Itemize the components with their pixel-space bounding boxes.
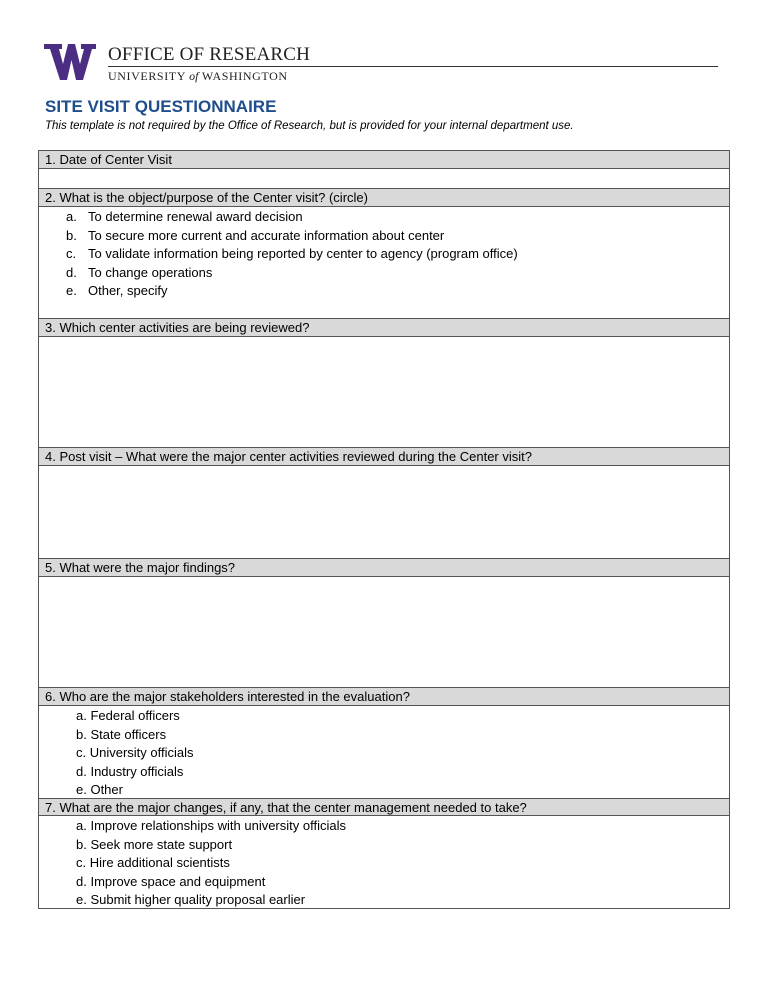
question-2-label: 2. What is the object/purpose of the Center visit? (circle) bbox=[39, 189, 729, 207]
question-6-options bbox=[39, 706, 729, 798]
question-4-answer-field[interactable] bbox=[39, 466, 729, 559]
org-subtitle-part2: WASHINGTON bbox=[201, 69, 288, 83]
question-3-label: 3. Which center activities are being reviewed? bbox=[39, 319, 729, 337]
question-6-option-e[interactable]: e. Other bbox=[76, 782, 123, 797]
question-7-label: 7. What are the major changes, if any, that the center management needed to take? bbox=[39, 798, 729, 816]
uw-logo-icon bbox=[44, 44, 96, 80]
question-3-answer-field[interactable] bbox=[39, 337, 729, 448]
question-7-option-d[interactable]: d. Improve space and equipment bbox=[76, 873, 266, 889]
question-7-option-c[interactable]: c. Hire additional scientists bbox=[76, 855, 230, 870]
question-1-label: 1. Date of Center Visit bbox=[39, 151, 729, 169]
question-7-option-b[interactable]: b. Seek more state support bbox=[76, 836, 233, 852]
question-2-option-b[interactable]: b. To secure more current and accurate information about center bbox=[66, 227, 445, 243]
org-subtitle bbox=[108, 69, 288, 84]
question-7-option-a[interactable]: a. Improve relationships with university officials bbox=[76, 818, 346, 833]
question-6-option-a[interactable]: a. Federal officers bbox=[76, 708, 180, 723]
header-divider bbox=[108, 66, 718, 67]
question-6-option-c[interactable]: c. University officials bbox=[76, 745, 194, 760]
question-1-answer-field[interactable] bbox=[39, 169, 729, 189]
questionnaire-form bbox=[38, 150, 730, 909]
question-6-option-d[interactable]: d. Industry officials bbox=[76, 763, 184, 779]
question-2-option-e[interactable]: e. Other, specify bbox=[66, 283, 168, 298]
question-2-option-d[interactable]: d. To change operations bbox=[66, 264, 213, 280]
question-7-options bbox=[39, 816, 729, 908]
document-title: SITE VISIT QUESTIONNAIRE bbox=[45, 97, 277, 116]
org-subtitle-part1: UNIVERSITY bbox=[108, 69, 186, 83]
question-7-option-e[interactable]: e. Submit higher quality proposal earlier bbox=[76, 892, 306, 907]
org-title: OFFICE OF RESEARCH bbox=[108, 44, 311, 65]
org-subtitle-of: of bbox=[189, 69, 199, 83]
question-6-label: 6. Who are the major stakeholders interested in the evaluation? bbox=[39, 688, 729, 706]
question-2-option-a[interactable]: a. To determine renewal award decision bbox=[66, 209, 303, 224]
question-4-label: 4. Post visit – What were the major center activities reviewed during the Center visit? bbox=[39, 448, 729, 466]
question-5-label: 5. What were the major findings? bbox=[39, 559, 729, 577]
question-6-option-b[interactable]: b. State officers bbox=[76, 726, 167, 742]
question-5-answer-field[interactable] bbox=[39, 577, 729, 688]
question-2-option-c[interactable]: c. To validate information being reported by center to agency (program office) bbox=[66, 246, 518, 261]
question-2-options bbox=[39, 207, 729, 319]
document-note: This template is not required by the Office of Research, but is provided for your internal department use. bbox=[45, 120, 574, 132]
